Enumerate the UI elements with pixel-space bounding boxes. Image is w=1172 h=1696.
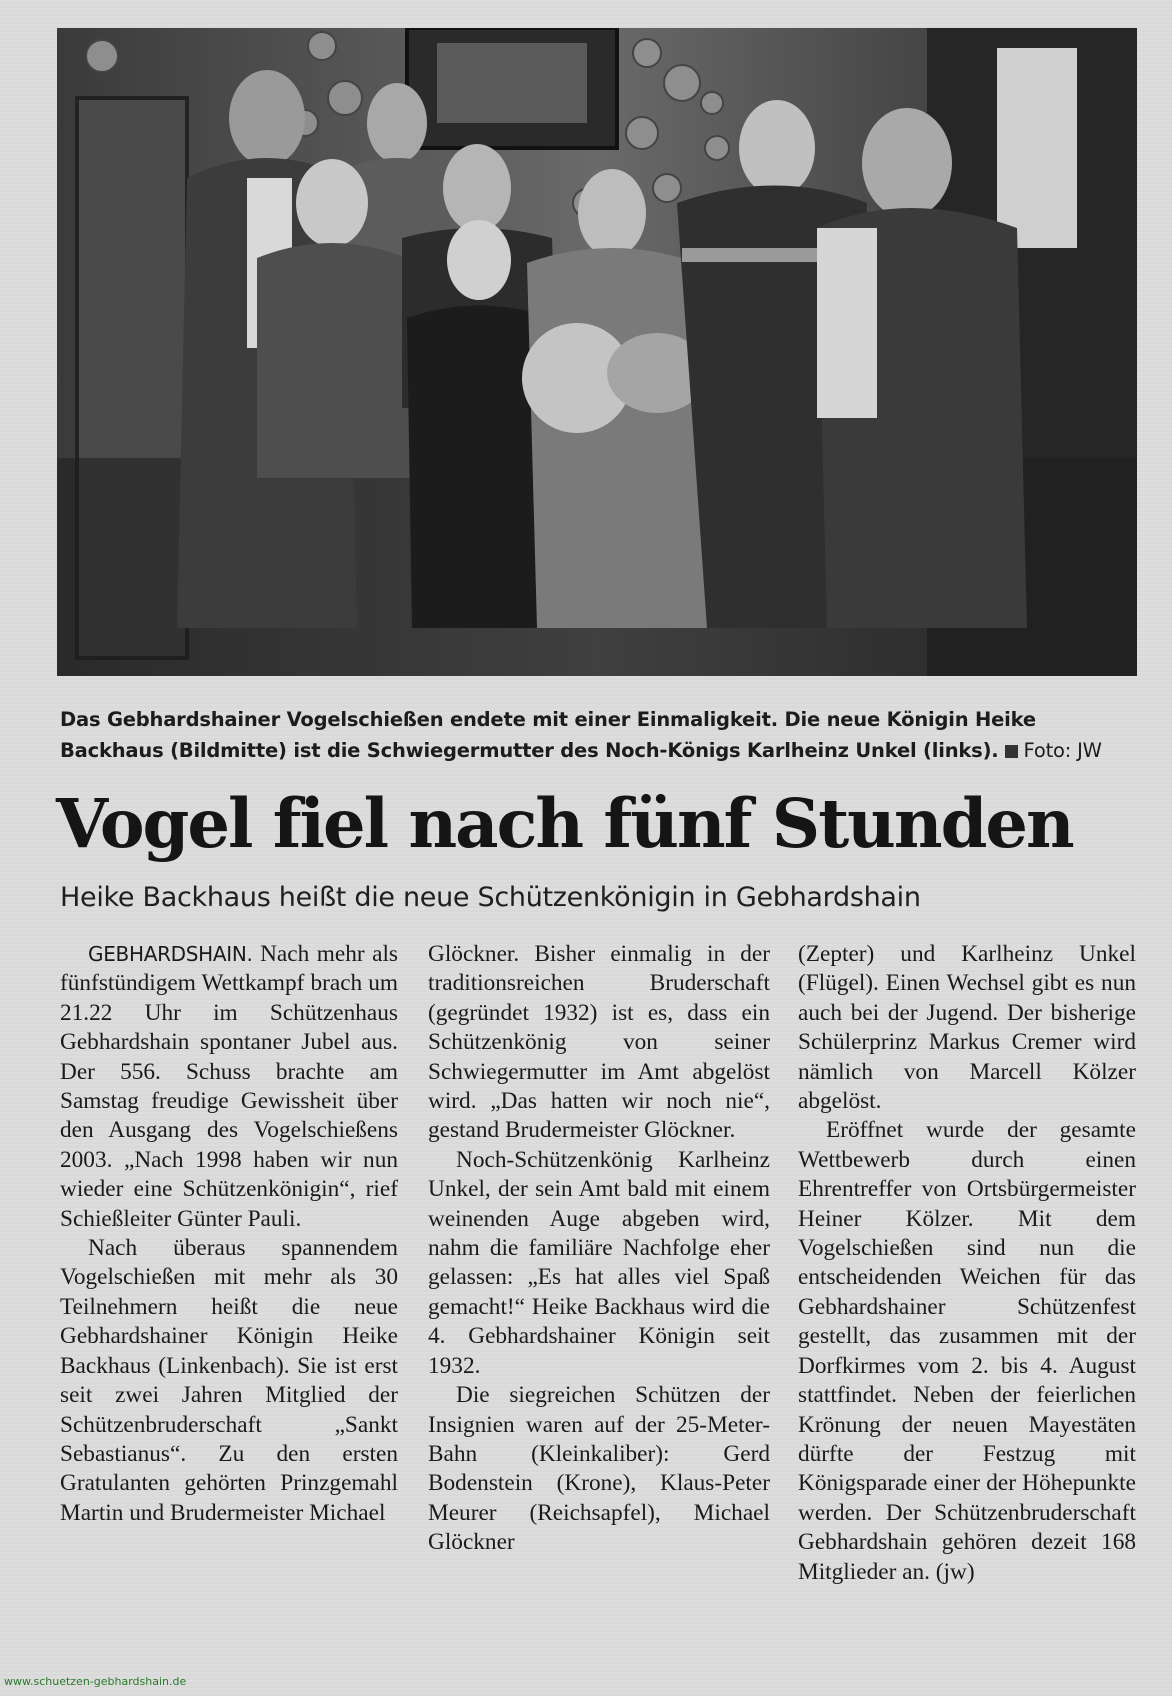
dateline: GEBHARDSHAIN. [88, 942, 253, 966]
photo-credit: Foto: JW [1023, 739, 1102, 762]
group-photo [57, 28, 1137, 676]
article-column-3 [798, 940, 1136, 1587]
paragraph: Glöckner. Bisher einmalig in der traditionsreichen Bruderschaft (gegründet 1932) ist es, dass ein Schützenkönig von seiner Schwiegermutter im Amt abgelöst wird. „Das hatten wir noch nie“, gestand Brudermeister Glöckner. [428, 941, 770, 1144]
paragraph: Eröffnet wurde der gesamte Wettbewerb durch einen Ehrentreffer von Ortsbürgermeister Heiner Kölzer. Mit dem Vogelschießen sind nun die entscheidenden Weichen für das Gebhardshainer Schützenfest gestellt, das zusammen mit der Dorfkirmes vom 2. bis 4. August stattfindet. Neben der feierlichen Krönung der neuen Mayestäten dürfte der Festzug mit Königsparade einer der Höhepunkte werden. Der Schützenbruderschaft Gebhardshain gehören dezeit 168 Mitglieder an. (jw) [798, 1117, 1136, 1585]
paragraph: Die siegreichen Schützen der Insignien waren auf der 25-Meter-Bahn (Kleinkaliber): Gerd Bodenstein (Krone), Klaus-Peter Meurer (Reichsapfel), Michael Glöckner [428, 1382, 770, 1556]
group-photo-icon [57, 28, 1137, 676]
credit-square-icon [1005, 745, 1018, 758]
headline: Vogel fiel nach fünf Stunden [56, 784, 1073, 863]
article-column-2 [428, 940, 770, 1558]
caption-text: Das Gebhardshainer Vogelschießen endete mit einer Einmaligkeit. Die neue Königin Heike Backhaus (Bildmitte) ist die Schwiegermutter des Noch-Königs Karlheinz Unkel (links). [60, 708, 1036, 762]
photo-caption [60, 704, 1140, 766]
watermark-url: www.schuetzen-gebhardshain.de [4, 1675, 187, 1688]
paragraph: Noch-Schützenkönig Karlheinz Unkel, der sein Amt bald mit einem weinenden Auge abgeben wird, nahm die familiäre Nachfolge eher gelassen: „Es hat alles viel Spaß gemacht!“ Heike Backhaus wird die 4. Gebhardshainer Königin seit 1932. [428, 1146, 770, 1379]
article-column-1 [60, 940, 398, 1528]
subheadline: Heike Backhaus heißt die neue Schützenkönigin in Gebhardshain [60, 882, 921, 913]
paragraph: Nach überaus spannendem Vogelschießen mit mehr als 30 Teilnehmern heißt die neue Gebhardshainer Königin Heike Backhaus (Linkenbach). Sie ist erst seit zwei Jahren Mitglied der Schützenbruderschaft „Sankt Sebastianus“. Zu den ersten Gratulanten gehörten Prinzgemahl Martin und Brudermeister Michael [60, 1235, 398, 1526]
paragraph: (Zepter) und Karlheinz Unkel (Flügel). Einen Wechsel gibt es nun auch bei der Jugend. Der bisherige Schülerprinz Markus Cremer wird nämlich von Marcell Kölzer abgelöst. [798, 941, 1136, 1115]
paragraph: GEBHARDSHAIN. Nach mehr als fünfstündigem Wettkampf brach um 21.22 Uhr im Schützenhaus Gebhardshain spontaner Jubel aus. Der 556. Schuss brachte am Samstag freudige Gewissheit über den Ausgang des Vogelschießens 2003. „Nach 1998 haben wir nun wieder eine Schützenkönigin“, rief Schießleiter Günter Pauli. [60, 941, 398, 1232]
